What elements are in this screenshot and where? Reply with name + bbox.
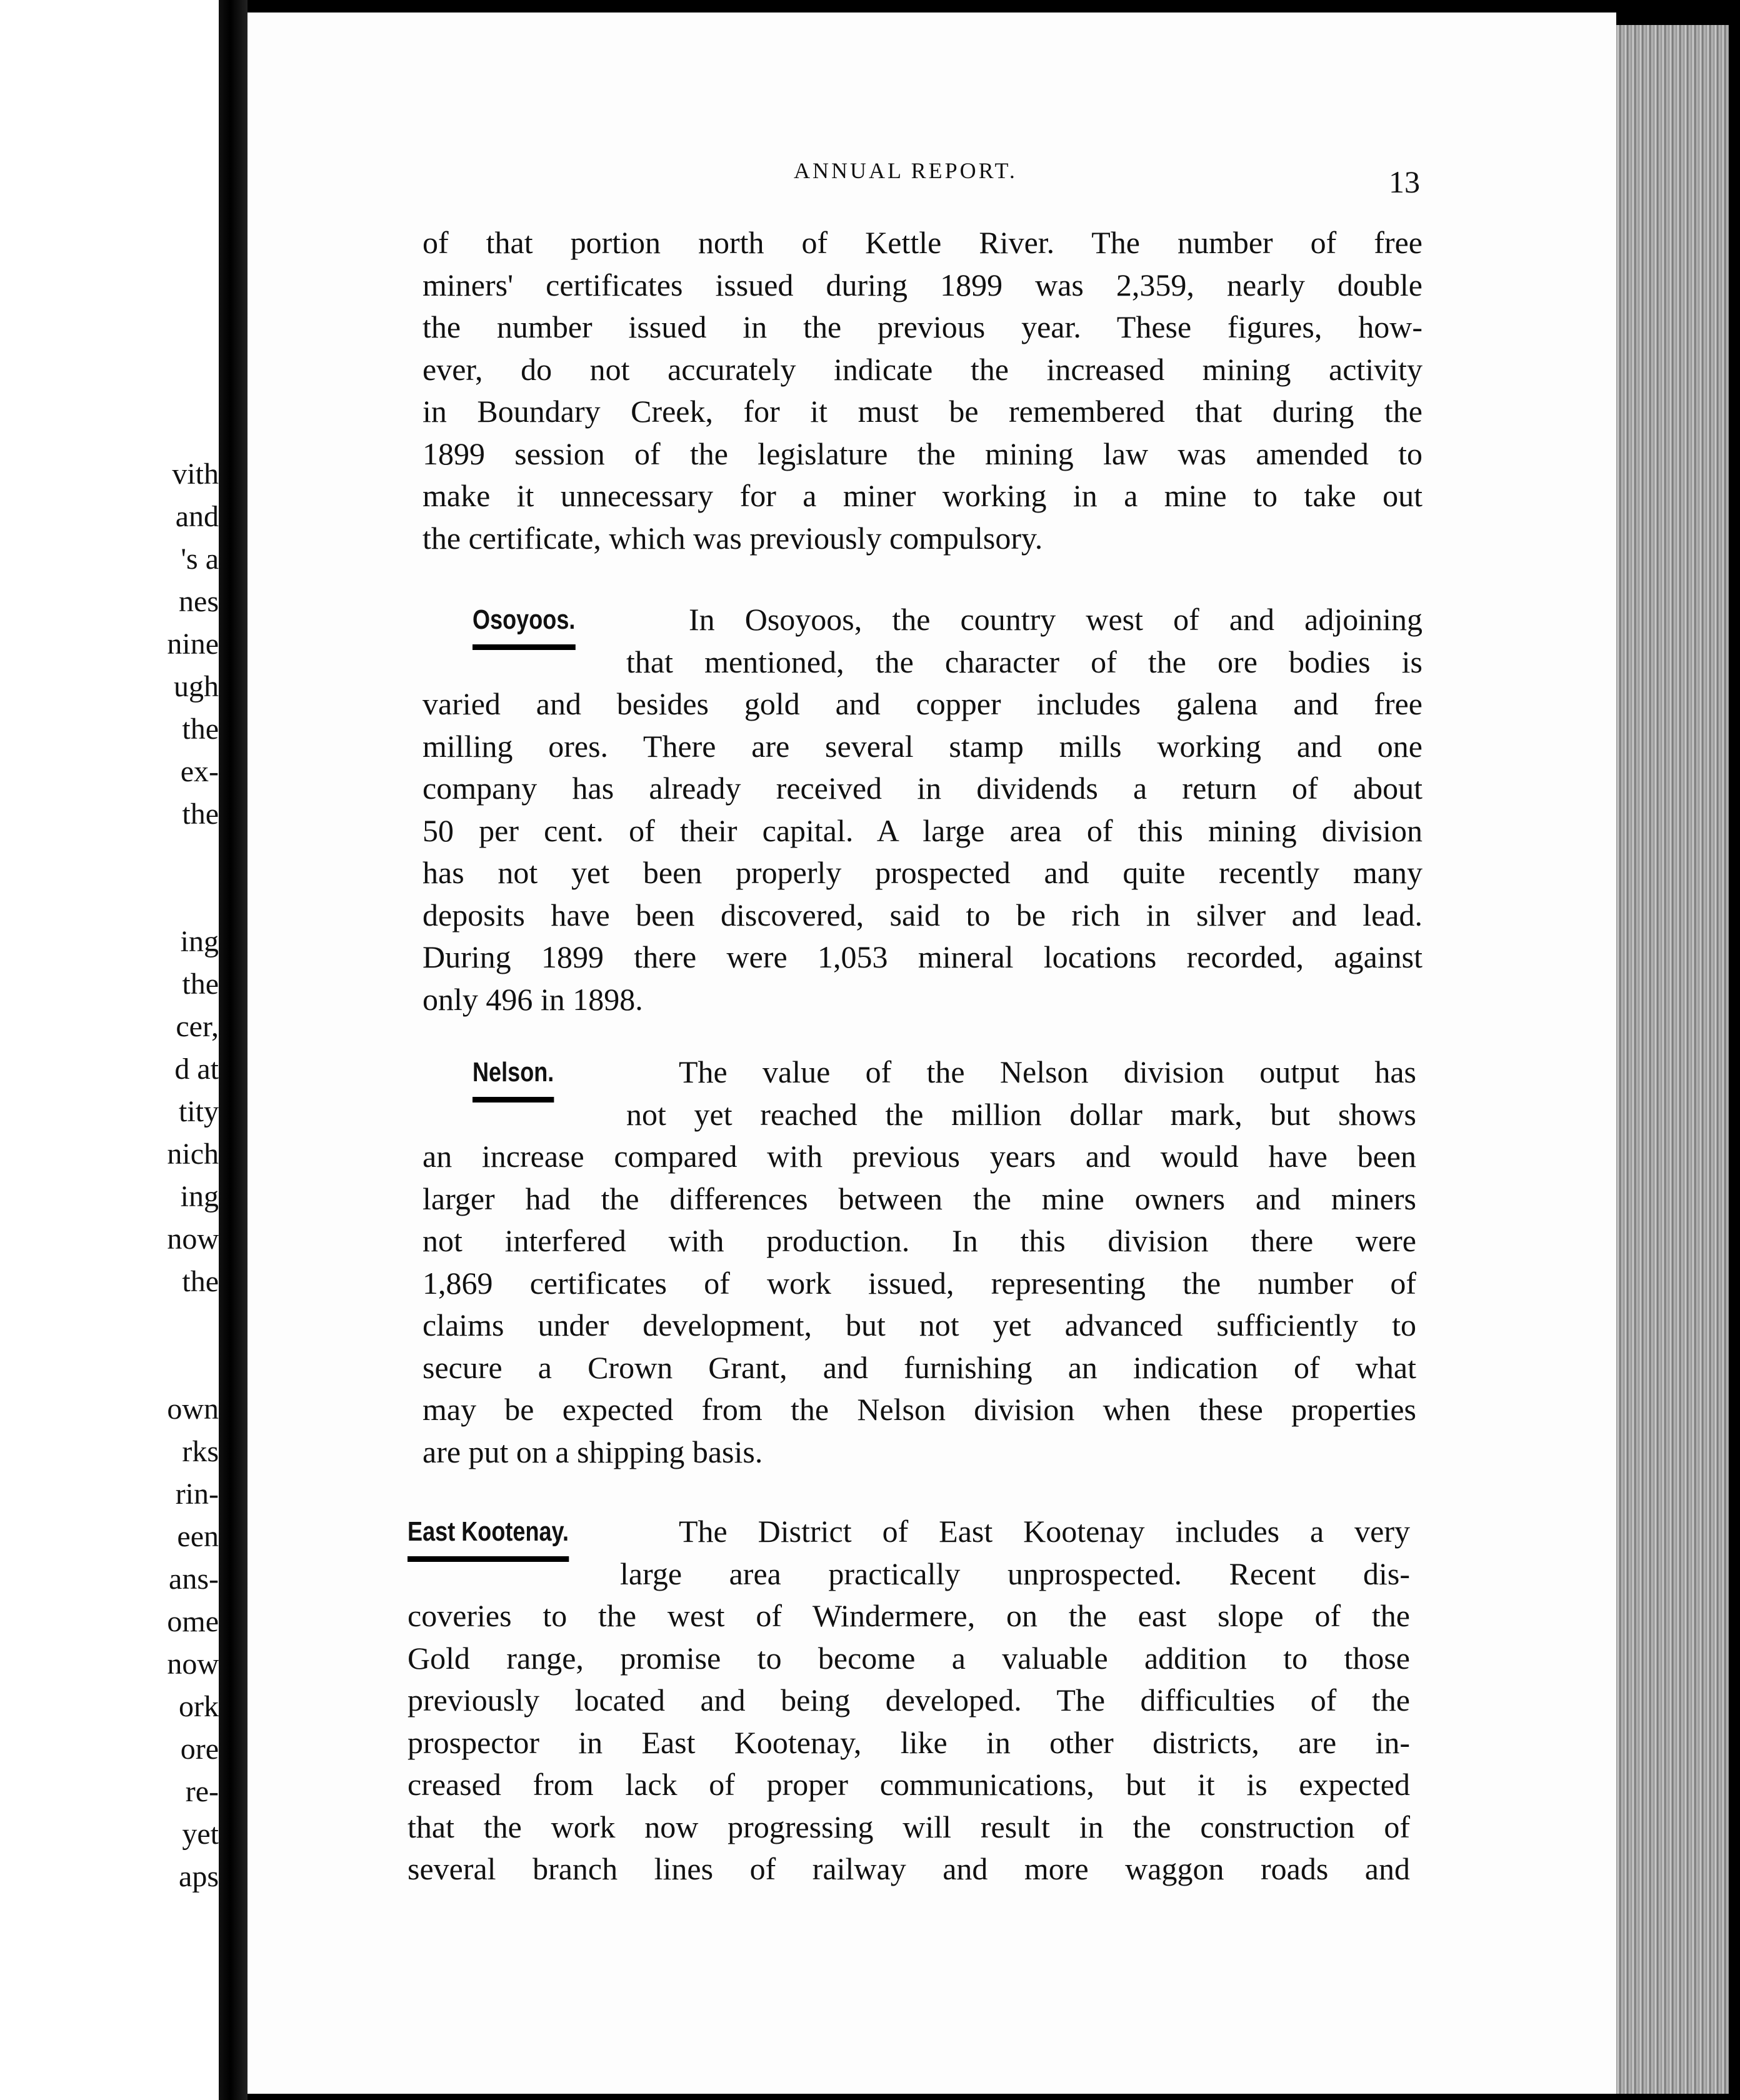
text-line: During 1899 there were 1,053 mineral locations recorded, against [422,939,1422,974]
text-line: The value of the Nelson division output has [679,1054,1416,1089]
text-line: deposits have been discovered, said to be rich in silver and lead. [422,897,1422,932]
text-line: previously located and being developed. The difficulties of the [408,1682,1410,1718]
facing-page-fragment: ome [167,1605,219,1638]
east-kootenay-heading: East Kootenay. [408,1511,569,1562]
facing-page-fragment: ing [180,1180,219,1213]
text-line: an increase compared with previous years and would have been [422,1139,1416,1174]
facing-page-fragment: vith [172,458,219,491]
text-line: may be expected from the Nelson division when these properties [422,1392,1416,1427]
text-line: make it unnecessary for a miner working in a mine to take out [422,478,1422,513]
facing-page-fragment: ugh [174,670,219,703]
page-number: 13 [1389,164,1420,199]
text-line: 50 per cent. of their capital. A large area of this mining division [422,812,1422,848]
facing-page-fragment: rin- [175,1478,219,1511]
running-head: ANNUAL REPORT. [794,158,1018,183]
text-line: that the work now progressing will result in the construction of [408,1809,1410,1844]
text-line: that mentioned, the character of the ore bodies is [626,644,1422,679]
facing-page-fragment: ex- [180,755,219,788]
text-line: not interfered with production. In this division there were [422,1223,1416,1258]
text-line: Gold range, promise to become a valuable addition to those [408,1640,1410,1676]
text-line: in Boundary Creek, for it must be remembered that during the [422,394,1422,429]
text-line: only 496 in 1898. [422,981,643,1017]
facing-page-fragment: yet [182,1818,219,1851]
text-line: creased from lack of proper communications, but it is expected [408,1767,1410,1802]
text-line: The District of East Kootenay includes a very [679,1514,1410,1549]
text-line: of that portion north of Kettle River. The number of free [422,225,1422,260]
text-line: the certificate, which was previously compulsory. [422,520,1043,556]
facing-page-fragment: nine [167,628,219,661]
facing-page-fragment: rks [182,1435,219,1468]
facing-page-fragment: the [182,1265,219,1298]
text-line: varied and besides gold and copper includes galena and free [422,686,1422,721]
facing-page-fragment: nich [167,1138,219,1171]
facing-page-fragment: own [167,1392,219,1426]
facing-page-fragment: cer, [176,1010,219,1043]
facing-page-fragment: re- [185,1775,219,1808]
text-line: ever, do not accurately indicate the increased mining activity [422,351,1422,387]
text-line: 1,869 certificates of work issued, representing the number of [422,1265,1416,1301]
osoyoos-heading: Osoyoos. [472,599,575,650]
nelson-section [422,1051,1416,1473]
facing-page-fragment: and [175,500,219,533]
facing-page-fragment: ore [180,1732,219,1766]
facing-page-fragment: now [167,1648,219,1681]
facing-page-fragment: d at [174,1052,219,1086]
text-line: not yet reached the million dollar mark, but shows [626,1096,1416,1132]
text-line: several branch lines of railway and more waggon roads and [408,1851,1410,1886]
text-line: prospector in East Kootenay, like in other districts, are in- [408,1724,1410,1760]
text-line: has not yet been properly prospected and quite recently many [422,855,1422,890]
intro-paragraph [422,222,1422,559]
text-line: secure a Crown Grant, and furnishing an indication of what [422,1349,1416,1385]
facing-page-fragment: ork [179,1690,219,1723]
facing-page-fragment: ans- [169,1562,219,1596]
page-stack-edge [1616,25,1729,2094]
text-line: milling ores. There are several stamp mills working and one [422,728,1422,764]
text-line: In Osoyoos, the country west of and adjoining [689,602,1422,637]
facing-page-fragment: tity [178,1095,219,1128]
facing-page-fragment: now [167,1222,219,1256]
text-line: 1899 session of the legislature the mining law was amended to [422,436,1422,471]
facing-page-fragment: the [182,968,219,1001]
east-kootenay-section [408,1511,1410,1891]
nelson-heading: Nelson. [472,1051,554,1102]
facing-page-fragment: 's a [181,542,219,576]
text-line: claims under development, but not yet advanced sufficiently to [422,1308,1416,1342]
facing-page-fragment: the [182,798,219,831]
text-line: larger had the differences between the mine owners and miners [422,1181,1416,1216]
facing-page-fragment: ing [180,925,219,958]
facing-page-fragment: the [182,712,219,746]
facing-page-fragment: aps [179,1860,219,1893]
text-line: large area practically unprospected. Recent dis- [620,1556,1410,1591]
text-line: coveries to the west of Windermere, on the east slope of the [408,1598,1410,1633]
facing-page-fragment: een [177,1520,219,1553]
text-line: are put on a shipping basis. [422,1434,763,1469]
facing-page-fragment: nes [179,585,219,618]
text-line: miners' certificates issued during 1899 was 2,359, nearly double [422,267,1422,302]
text-line: the number issued in the previous year. These figures, how- [422,309,1422,344]
text-line: company has already received in dividends a return of about [422,771,1422,806]
osoyoos-section [422,599,1422,1021]
book-gutter [219,0,248,2100]
facing-page-edge [0,0,219,2100]
